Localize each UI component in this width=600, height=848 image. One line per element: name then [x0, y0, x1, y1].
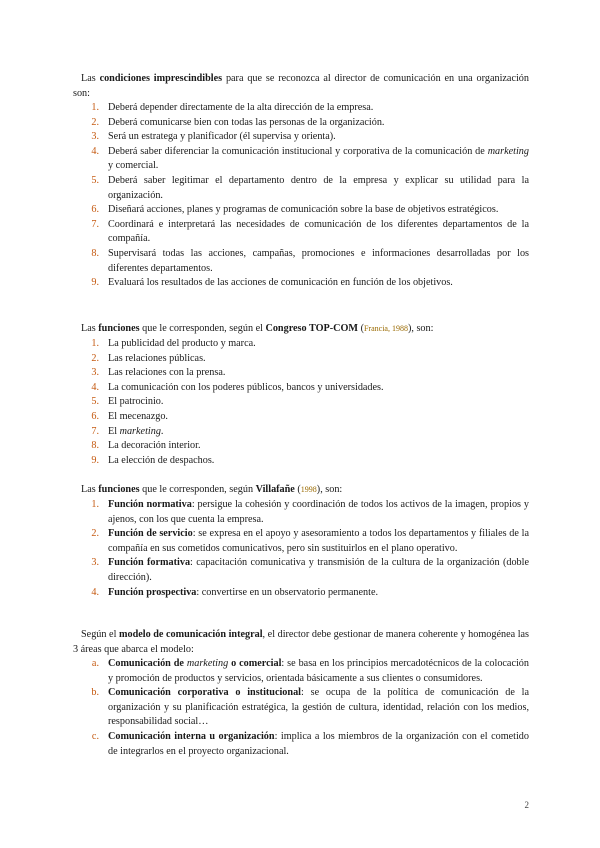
funciones-villafane-list: [83, 498, 529, 600]
list-item: b. Comunicación corporativa o institucional: se ocupa de la política de comunicación de la organización y su planificación estratégica, la gestión de cultura, identidad, relación con los medios, responsabilidad social…: [91, 687, 529, 728]
list-item: c. Comunicación interna u organización: implica a los miembros de la organización con el cometido de integrarlos en el proyecto organizacional.: [91, 730, 529, 757]
funciones-topcom-list: [83, 337, 529, 468]
citation: Francia, 1988: [363, 324, 408, 333]
list-item: 2. Las relaciones públicas.: [91, 352, 206, 364]
list-item: 4. Deberá saber diferenciar la comunicación institucional y corporativa de la comunicación de marketing y comercial.: [91, 145, 529, 172]
list-item: 9. La elección de despachos.: [91, 454, 215, 466]
intro-condiciones: Las condiciones imprescindibles para que se reconozca al director de comunicación en una organización son:: [73, 73, 529, 99]
page-number: 2: [524, 800, 529, 810]
list-item: 9. Evaluará los resultados de las acciones de comunicación en función de los objetivos.: [91, 277, 453, 289]
list-item: 3. Será un estratega y planificador (él supervisa y orienta).: [91, 131, 336, 143]
list-item: 2. Función de servicio: se expresa en el apoyo y asesoramiento a todos los departamentos y filiales de la compañía en sus cometidos comunicativos, pero sin sustituirlos en el plano operativo.: [91, 528, 529, 554]
list-item: 2. Deberá comunicarse bien con todas las personas de la organización.: [91, 116, 385, 128]
list-item: 1. La publicidad del producto y marca.: [91, 338, 256, 349]
list-item: 8. La decoración interior.: [91, 440, 201, 452]
list-item: a. Comunicación de marketing o comercial: se basa en los principios mercadotécnicos de la colocación y promoción de productos y servicios, orientada básicamente a sus clientes o consumidores.: [91, 658, 529, 684]
list-item: 1. Función normativa: persigue la cohesión y coordinación de todos los activos de la imagen, propios y ajenos, con los que cuenta la empresa.: [91, 499, 529, 525]
list-item: 6. Diseñará acciones, planes y programas de comunicación sobre la base de objetivos estratégicos.: [91, 204, 499, 216]
intro-modelo-integral: Según el modelo de comunicación integral, el director debe gestionar de manera coherente y homogénea las 3 áreas que abarca el modelo:: [73, 629, 530, 655]
citation: 1998: [300, 485, 317, 494]
condiciones-list: [83, 101, 529, 291]
list-item: 7. El marketing.: [91, 425, 164, 437]
list-item: 7. Coordinará e interpretará las necesidades de comunicación de los diferentes departamentos de la compañía.: [91, 218, 529, 245]
list-item: 5. Deberá saber legitimar el departamento dentro de la empresa y explicar su utilidad para la organización.: [91, 174, 529, 201]
list-item: 6. El mecenazgo.: [91, 410, 168, 422]
list-item: 8. Supervisará todas las acciones, campañas, promociones e informaciones desarrolladas por los diferentes departamentos.: [91, 247, 529, 274]
intro-funciones-villafane: Las funciones que le corresponden, según Villafañe (1998), son:: [81, 484, 343, 495]
intro-funciones-topcom: Las funciones que le corresponden, según el Congreso TOP-COM (Francia, 1988), son:: [81, 323, 434, 334]
list-item: 1. Deberá depender directamente de la alta dirección de la empresa.: [91, 102, 374, 113]
list-item: 4. La comunicación con los poderes públicos, bancos y universidades.: [91, 381, 384, 393]
areas-list: [83, 657, 529, 759]
list-item: 4. Función prospectiva: convertirse en un observatorio permanente.: [91, 586, 379, 598]
list-item: 5. El patrocinio.: [91, 396, 164, 408]
list-item: 3. Función formativa: capacitación comunicativa y transmisión de la cultura de la organización (doble dirección).: [91, 557, 529, 583]
list-item: 3. Las relaciones con la prensa.: [91, 367, 226, 379]
